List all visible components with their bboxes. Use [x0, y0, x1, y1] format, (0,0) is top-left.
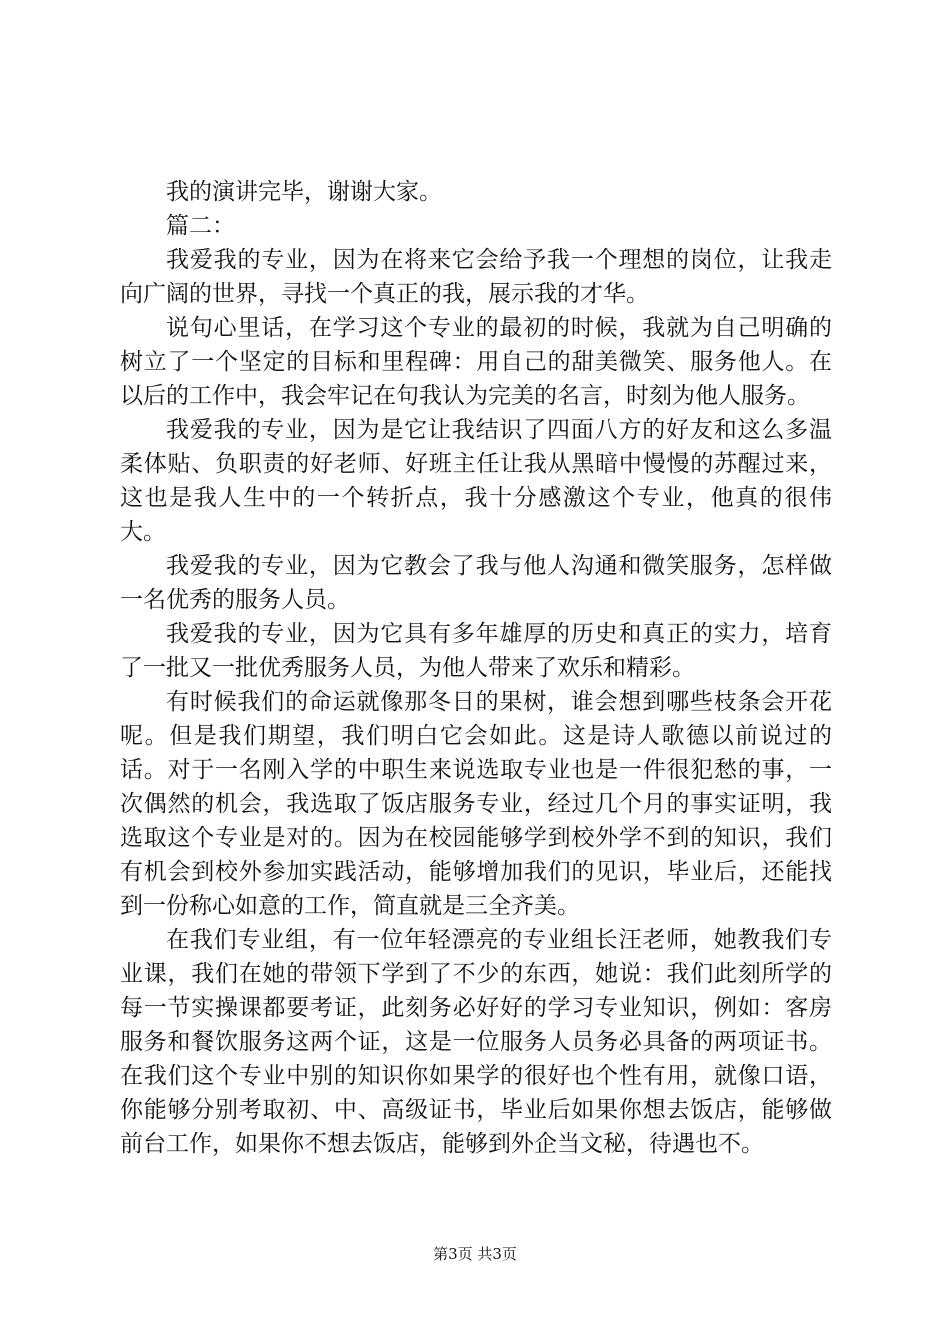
document-body — [120, 175, 832, 1161]
paragraph-closing: 我的演讲完毕，谢谢大家。 — [166, 179, 442, 205]
paragraph: 我爱我的专业，因为它教会了我与他人沟通和微笑服务，怎样做一名优秀的服务人员。 — [120, 553, 832, 613]
paragraph: 我爱我的专业，因为是它让我结识了四面八方的好友和这么多温柔体贴、负职责的好老师、好班主任让我从黑暗中慢慢的苏醒过来，这也是我人生中的一个转折点，我十分感激这个专业，他真的很伟大。 — [120, 417, 832, 545]
paragraph: 我爱我的专业，因为它具有多年雄厚的历史和真正的实力，培育了一批又一批优秀服务人员，为他人带来了欢乐和精彩。 — [120, 621, 832, 681]
paragraph: 有时候我们的命运就像那冬日的果树，谁会想到哪些枝条会开花呢。但是我们期望，我们明白它会如此。这是诗人歌德以前说过的话。对于一名刚入学的中职生来说选取专业也是一件很犯愁的事，一次偶然的机会，我选取了饭店服务专业，经过几个月的事实证明，我选取这个专业是对的。因为在校园能够学到校外学不到的知识，我们有机会到校外参加实践活动，能够增加我们的见识，毕业后，还能找到一份称心如意的工作，简直就是三全齐美。 — [120, 689, 832, 919]
paragraph: 说句心里话，在学习这个专业的最初的时候，我就为自己明确的树立了一个坚定的目标和里程碑：用自己的甜美微笑、服务他人。在以后的工作中，我会牢记在句我认为完美的名言，时刻为他人服务。 — [120, 315, 832, 409]
section-heading: 篇二： — [166, 213, 235, 239]
page-number-footer: 第3页 共3页 — [433, 1245, 517, 1263]
paragraph: 在我们专业组，有一位年轻漂亮的专业组长汪老师，她教我们专业课，我们在她的带领下学到了不少的东西，她说：我们此刻所学的每一节实操课都要考证，此刻务必好好的学习专业知识，例如：客房服务和餐饮服务这两个证，这是一位服务人员务必具备的两项证书。在我们这个专业中别的知识你如果学的很好也个性有用，就像口语，你能够分别考取初、中、高级证书，毕业后如果你想去饭店，能够做前台工作，如果你不想去饭店，能够到外企当文秘，待遇也不。 — [120, 927, 832, 1157]
paragraph: 我爱我的专业，因为在将来它会给予我一个理想的岗位，让我走向广阔的世界，寻找一个真正的我，展示我的才华。 — [120, 247, 832, 307]
